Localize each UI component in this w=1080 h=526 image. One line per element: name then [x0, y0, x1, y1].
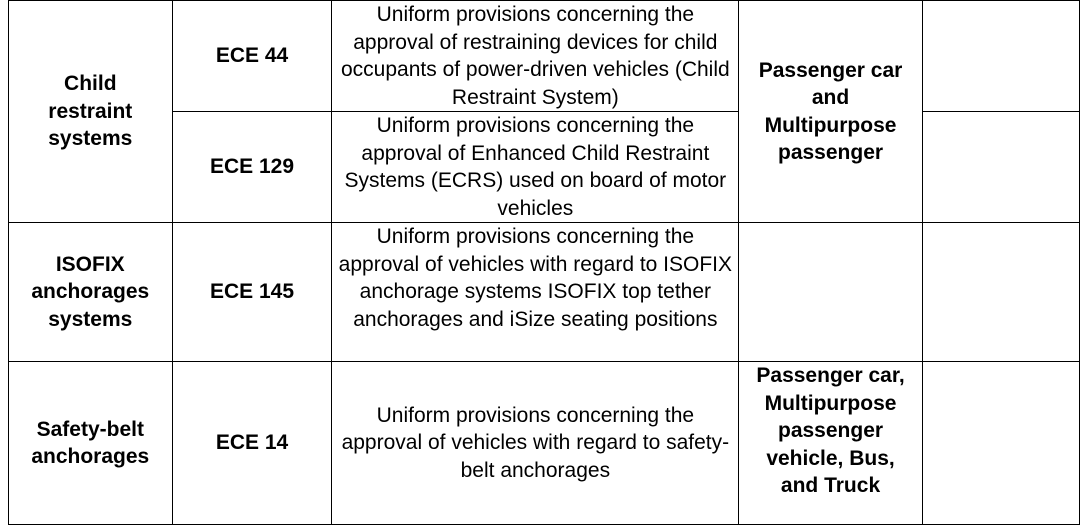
table-row: [9, 223, 1080, 362]
description-cell: [332, 112, 739, 223]
regulation-code-cell: [172, 1, 332, 112]
notes-cell: [922, 362, 1079, 525]
notes-cell: [922, 223, 1079, 362]
category-text: Child restraint systems: [48, 72, 133, 151]
regulations-table: [8, 0, 1080, 525]
description-text: Uniform provisions concerning the approval of vehicles with regard to ISOFIX anchorage systems ISOFIX top tether anchorages and iSize seating positions: [338, 225, 733, 331]
vehicle-category-cell: [739, 1, 923, 223]
regulation-code: ECE 14: [215, 431, 289, 455]
category-cell: [9, 223, 173, 362]
vehicle-category-text: Passenger car and Multipurpose passenger: [758, 58, 903, 164]
notes-cell: [922, 1, 1079, 112]
description-cell: [332, 223, 739, 362]
regulation-code-cell: [172, 362, 332, 525]
description-text: Uniform provisions concerning the approval of Enhanced Child Restraint Systems (ECRS) used on board of motor vehicles: [344, 114, 727, 220]
category-cell: [9, 1, 173, 223]
table-row: [9, 1, 1080, 112]
category-text: Safety-belt anchorages: [31, 417, 150, 468]
category-cell: [9, 362, 173, 525]
table-row: [9, 362, 1080, 525]
vehicle-category-text: Passenger car, Multipurpose passenger vehicle, Bus, and Truck: [756, 364, 905, 497]
regulation-code: ECE 44: [215, 44, 289, 68]
description-cell: [332, 1, 739, 112]
notes-cell: [922, 112, 1079, 223]
regulation-code-cell: [172, 112, 332, 223]
regulation-code: ECE 145: [209, 280, 295, 304]
description-cell: [332, 362, 739, 525]
vehicle-category-cell: [739, 362, 923, 525]
regulation-code-cell: [172, 223, 332, 362]
vehicle-category-cell: [739, 223, 923, 362]
regulation-code: ECE 129: [209, 155, 295, 179]
description-text: Uniform provisions concerning the approval of vehicles with regard to safety-belt anchorages: [341, 403, 730, 482]
category-text: ISOFIX anchorages systems: [31, 252, 150, 331]
description-text: Uniform provisions concerning the approval of restraining devices for child occupants of power-driven vehicles (Child Restraint System): [341, 3, 730, 109]
